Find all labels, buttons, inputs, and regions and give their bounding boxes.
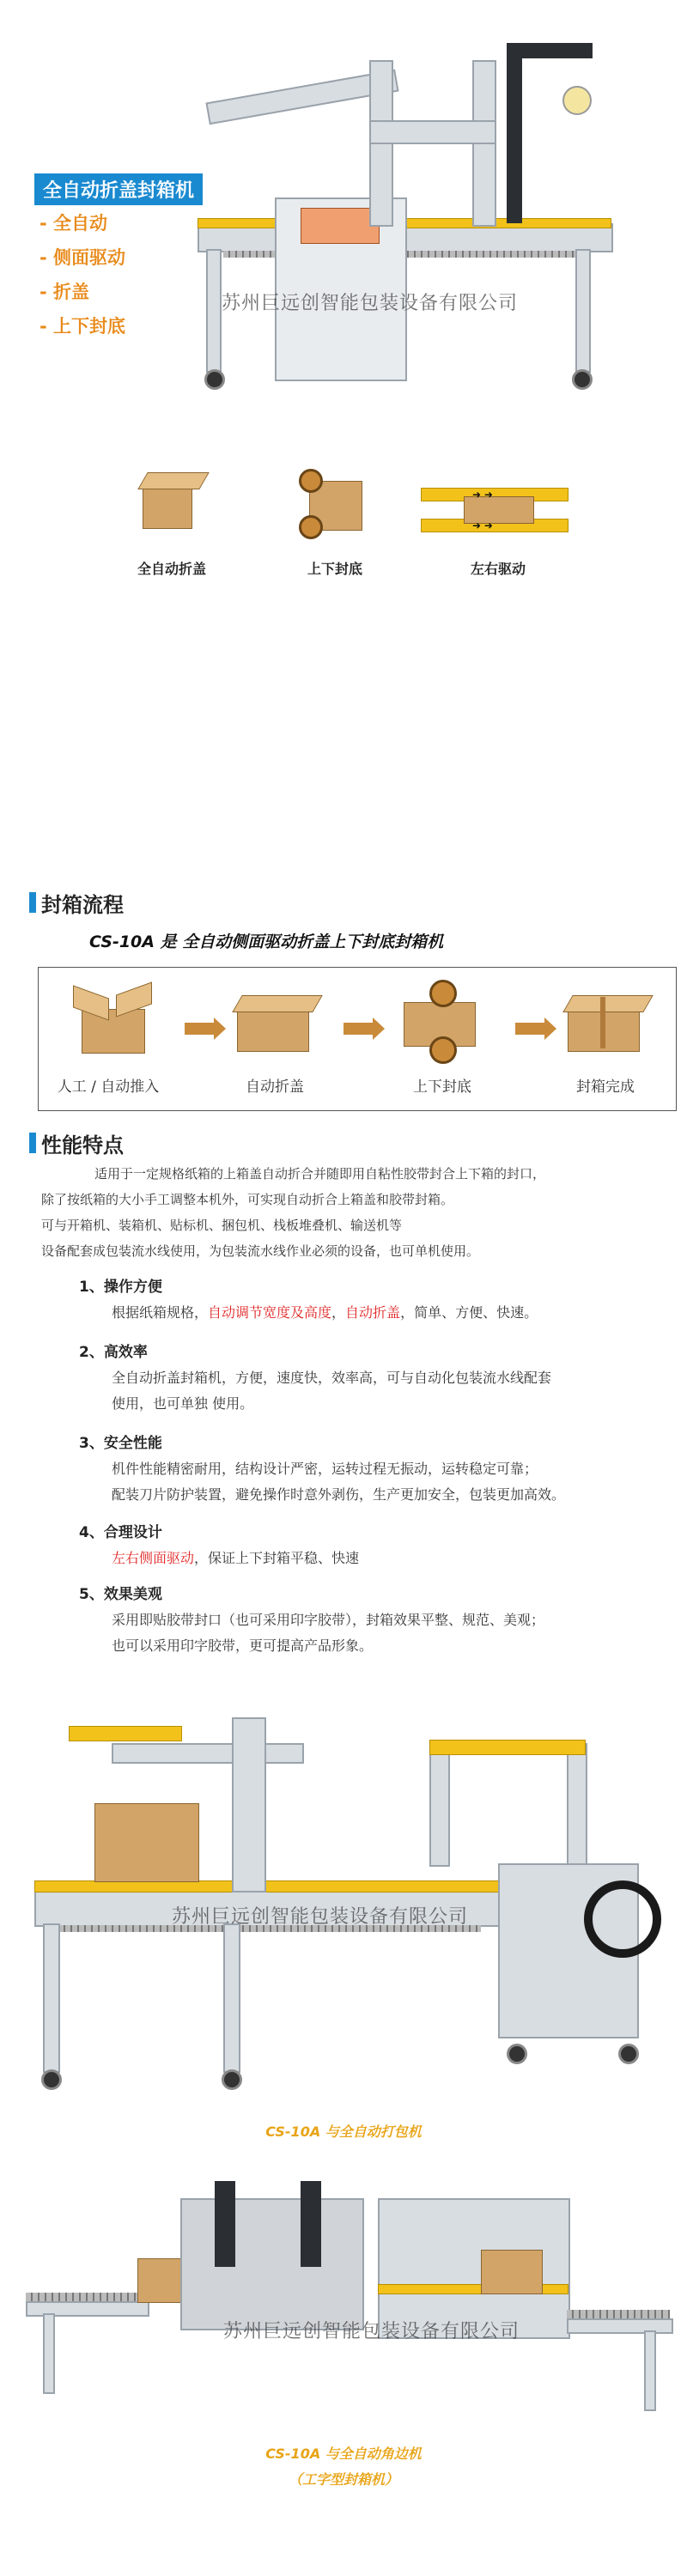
icon-label-tape: 上下封底: [307, 561, 362, 577]
feature-text: 采用即贴胶带封口（也可采用印字胶带），封箱效果平整、规范、美观；: [112, 1612, 545, 1628]
intro-line: 适用于一定规格纸箱的上箱盖自动折合并随即用自粘性胶带封合上下箱的封口，: [94, 1166, 546, 1182]
belt-drive-icon: ➜ ➜ ➜ ➜: [421, 481, 567, 541]
feature-item: - 折盖: [40, 282, 90, 302]
conveyor-leg: [43, 2313, 55, 2394]
feature-item: - 全自动: [40, 213, 108, 234]
combo-machine-illustration-2: [26, 2164, 670, 2421]
machine-black-column: [215, 2181, 235, 2267]
combo-caption: CS-10A 与全自动打包机: [265, 2123, 422, 2140]
flow-step-label: 上下封底: [413, 1078, 471, 1096]
feature-text: 也可以采用印字胶带，更可提高产品形象。: [112, 1637, 374, 1654]
feature-text: 全自动折盖封箱机，方便，速度快，效率高，可与自动化包装流水线配套: [112, 1370, 552, 1386]
sealed-box-icon: [562, 988, 648, 1057]
combo-caption: （工字型封箱机）: [288, 2471, 398, 2488]
watermark-text: 苏州巨远创智能包装设备有限公司: [172, 1906, 469, 1928]
flow-step-label: 封箱完成: [576, 1078, 635, 1096]
machine-wheel: [507, 2044, 527, 2064]
feature-title: 4、合理设计: [79, 1524, 162, 1541]
tape-box-icon: [292, 464, 378, 541]
machine-wheel: [204, 369, 225, 390]
feature-item: - 上下封底: [40, 316, 126, 337]
machine-leg: [575, 249, 591, 373]
process-flow-box: [38, 967, 677, 1111]
feature-text: 机件性能精密耐用，结构设计严密，运转过程无振动，运转稳定可靠；: [112, 1461, 538, 1477]
flow-step-label: 人工 / 自动推入: [57, 1078, 160, 1096]
machine-leg: [223, 1923, 240, 2073]
machine-wheel: [222, 2069, 242, 2090]
strapping-column: [429, 1743, 450, 1867]
strapping-column: [567, 1743, 587, 1867]
box-icon: [137, 464, 206, 532]
control-panel: [301, 208, 380, 244]
watermark-text: 苏州巨远创智能包装设备有限公司: [222, 293, 519, 314]
conveyor-rollers: [567, 2310, 670, 2318]
machine-black-beam: [507, 43, 593, 58]
conveyor-frame: [567, 2318, 673, 2334]
machine-black-column: [301, 2181, 321, 2267]
tape-roll: [562, 86, 592, 115]
corner-sealer: [180, 2198, 364, 2330]
machine-wheel: [618, 2044, 639, 2064]
carton: [481, 2250, 543, 2294]
machine-black-column: [507, 43, 522, 223]
intro-line: 可与开箱机、装箱机、贴标机、捆包机、栈板堆叠机、输送机等: [41, 1218, 403, 1233]
folding-arm: [69, 1726, 182, 1741]
strapping-arch: [429, 1740, 586, 1755]
process-subtitle: CS-10A 是 全自动侧面驱动折盖上下封底封箱机: [89, 933, 444, 951]
feature-title: 2、高效率: [79, 1344, 148, 1361]
feature-title: 3、安全性能: [79, 1435, 162, 1452]
machine-leg: [206, 249, 222, 373]
feature-text: 根据纸箱规格，自动调节宽度及高度，自动折盖，简单、方便、快速。: [112, 1304, 538, 1321]
hero-machine-illustration: [172, 26, 653, 429]
carton: [94, 1803, 199, 1882]
flow-arrow: [185, 1023, 216, 1035]
conveyor-rollers: [26, 2293, 146, 2301]
feature-title: 5、效果美观: [79, 1586, 162, 1603]
feature-text: 使用，也可单独 使用。: [112, 1395, 254, 1412]
folded-box-icon: [232, 988, 318, 1057]
strap-coil: [584, 1880, 661, 1958]
hero-title: 全自动折盖封箱机: [34, 173, 203, 205]
intro-line: 设备配套成包装流水线使用，为包装流水线作业必须的设备，也可单机使用。: [41, 1243, 480, 1259]
watermark-text: 苏州巨远创智能包装设备有限公司: [223, 2321, 520, 2342]
feature-item: - 侧面驱动: [40, 247, 126, 268]
icon-label-auto-fold: 全自动折盖: [137, 561, 206, 577]
top-beam: [369, 120, 496, 144]
machine-wheel: [572, 369, 593, 390]
intro-line: 除了按纸箱的大小手工调整本机外，可实现自动折合上箱盖和胶带封箱。: [41, 1192, 454, 1207]
feature-title: 1、操作方便: [79, 1279, 162, 1296]
feature-text: 配装刀片防护装置，避免操作时意外剥伤，生产更加安全，包装更加高效。: [112, 1486, 566, 1503]
machine-column: [232, 1717, 266, 1893]
flow-step-label: 自动折盖: [246, 1078, 304, 1096]
feature-text: 左右侧面驱动，保证上下封箱平稳、快速: [112, 1550, 360, 1566]
section-heading-performance: 性能特点: [41, 1128, 124, 1158]
machine-yellow-rail: [34, 1880, 517, 1893]
conveyor-leg: [644, 2330, 656, 2411]
machine-leg: [43, 1923, 60, 2073]
open-box-icon: [73, 983, 159, 1060]
flow-arrow: [515, 1023, 546, 1035]
combo-caption: CS-10A 与全自动角边机: [265, 2445, 422, 2462]
taping-box-icon: [395, 976, 489, 1062]
machine-wheel: [41, 2069, 62, 2090]
flow-arrow: [344, 1023, 374, 1035]
icon-label-drive: 左右驱动: [470, 561, 526, 577]
section-heading-process: 封箱流程: [41, 888, 124, 918]
top-beam: [112, 1743, 304, 1764]
